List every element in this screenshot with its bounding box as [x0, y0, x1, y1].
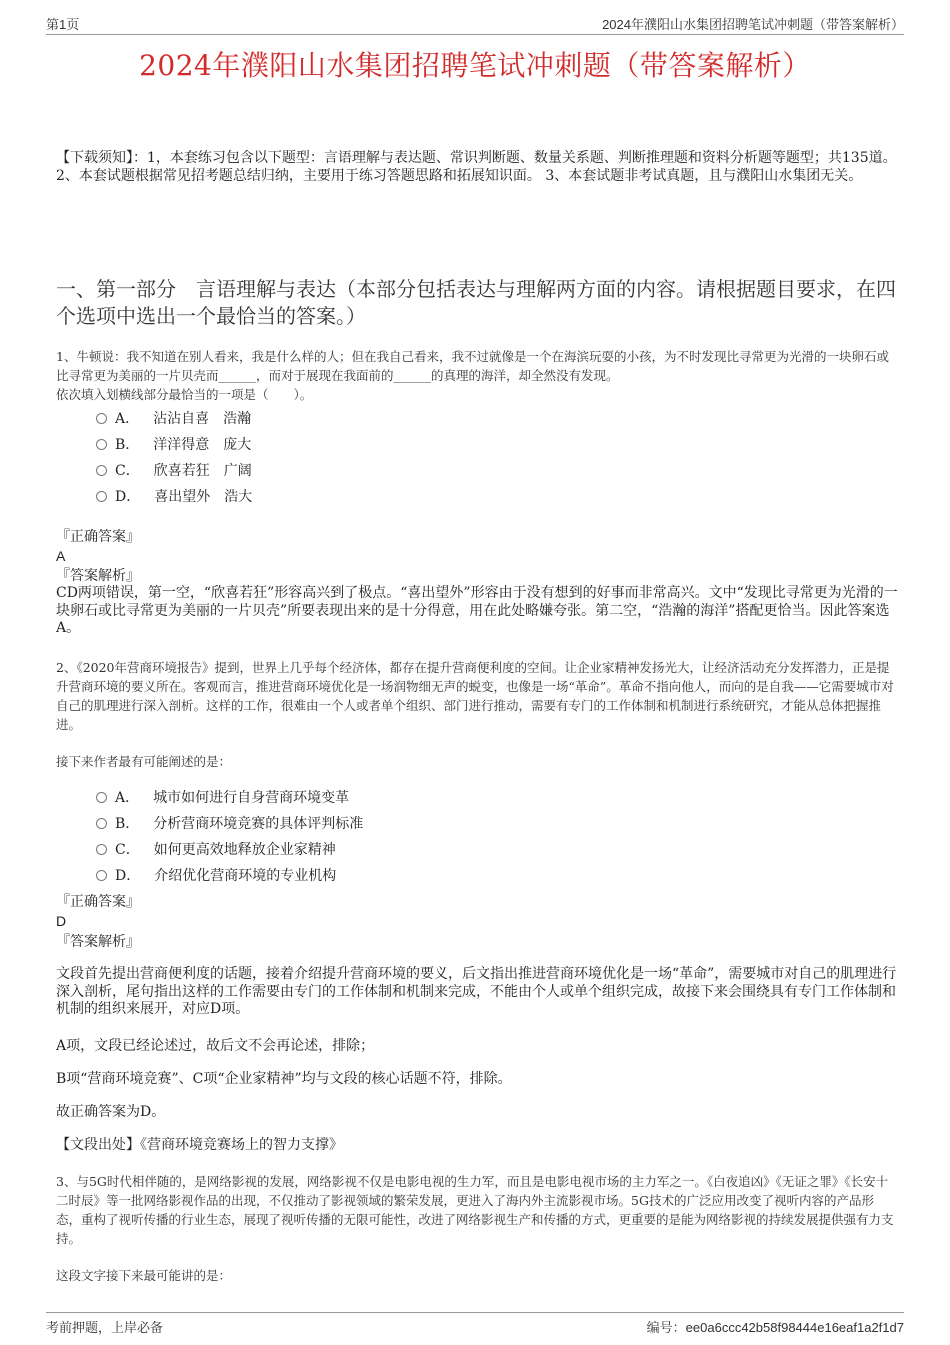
- code-value: ee0a6ccc42b58f98444e16eaf1a2f1d7: [685, 1320, 904, 1335]
- question-1-options: [96, 406, 252, 510]
- question-1: [56, 347, 898, 404]
- page-header: [46, 14, 904, 35]
- question-3-prompt: 这段文字接下来最可能讲的是：: [56, 1268, 232, 1283]
- radio-button-icon[interactable]: [96, 439, 107, 450]
- option-letter: A．: [115, 411, 140, 427]
- option-text: 如何更高效地释放企业家精神: [153, 842, 336, 858]
- option-letter: D．: [115, 489, 141, 505]
- page-footer: [46, 1312, 904, 1335]
- radio-button-icon[interactable]: [96, 818, 107, 829]
- footer-slogan: 考前押题，上岸必备: [46, 1321, 164, 1336]
- analysis-paragraph-2: A项，文段已经论述过，故后文不会再论述，排除；: [56, 1038, 375, 1054]
- analysis-label: 『答案解析』: [56, 568, 140, 584]
- radio-button-icon[interactable]: [96, 465, 107, 476]
- radio-button-icon[interactable]: [96, 870, 107, 881]
- analysis-label: 『答案解析』: [56, 934, 140, 950]
- question-3-text: 3、与5G时代相伴随的，是网络影视的发展，网络影视不仅是电影电视的生力军，而且是电影电视市场的主力军之一。《白夜追凶》《无证之罪》《长安十二时辰》等一批网络影视作品的出现，不仅推动了影视领域的繁荣发展，更进入了海内外主流影视市场。5G技术的广泛应用改变了视听内容的产品形态，重构了视听传播的行业生态，展现了视听传播的无限可能性，改进了网络影视生产和传播的方式，更重要的是能为网络影视的持续发展提供强有力支持。: [56, 1174, 894, 1246]
- option-letter: B．: [115, 816, 140, 832]
- radio-button-icon[interactable]: [96, 413, 107, 424]
- code-label: 编号：: [646, 1321, 686, 1336]
- option-a[interactable]: [96, 785, 363, 811]
- analysis-paragraph-1: 文段首先提出营商便利度的话题，接着介绍提升营商环境的要义，后文指出推进营商环境优化是一场“革命”，需要城市对自己的肌理进行深入剖析，尾句指出这样的工作需要由专门的工作体制和机制来完成，不能由个人或单个组织完成，故接下来会围绕具有专门工作体制和机制的组织来展开，对应D项。: [56, 966, 897, 1017]
- option-text: 喜出望外 浩大: [154, 489, 253, 505]
- answer-label: 『正确答案』: [56, 529, 140, 545]
- analysis-paragraph-4: 故正确答案为D。: [56, 1104, 166, 1120]
- option-text: 欣喜若狂 广阔: [153, 463, 252, 479]
- correct-answer: D: [56, 913, 67, 929]
- question-2-prompt: 接下来作者最有可能阐述的是：: [56, 754, 232, 769]
- page-title: 2024年濮阳山水集团招聘笔试冲刺题（带答案解析）: [139, 49, 811, 82]
- answer-analysis: CD两项错误，第一空，“欣喜若狂”形容高兴到了极点。“喜出望外”形容由于没有想到的好事而非常高兴。文中“发现比寻常更为光滑的一块卵石或比寻常更为美丽的一片贝壳”所要表现出来的是十分得意，用在此处略嫌夸张。第二空，“浩瀚的海洋”搭配更恰当。因此答案选A。: [56, 585, 898, 636]
- radio-button-icon[interactable]: [96, 792, 107, 803]
- page-number: 第1页: [46, 17, 80, 32]
- option-b[interactable]: [96, 811, 363, 837]
- option-c[interactable]: [96, 837, 363, 863]
- option-d[interactable]: [96, 863, 363, 889]
- section-title: 一、第一部分 言语理解与表达（本部分包括表达与理解两方面的内容。请根据题目要求，在四个选项中选出一个最恰当的答案。）: [56, 277, 896, 328]
- option-text: 洋洋得意 庞大: [153, 437, 252, 453]
- answer-label: 『正确答案』: [56, 894, 140, 910]
- question-1-prompt: 依次填入划横线部分最恰当的一项是（ ）。: [56, 387, 313, 402]
- option-letter: C．: [115, 463, 140, 479]
- correct-answer: A: [56, 548, 66, 564]
- document-code: [647, 1317, 904, 1336]
- download-notice: 【下载须知】：1，本套练习包含以下题型：言语理解与表达题、常识判断题、数量关系题、判断推理题和资料分析题等题型；共135道。 2、本套试题根据常见招考题总结归纳，主要用于练习答题思路和拓展知识面。 3、本套试题非考试真题，且与濮阳山水集团无关。: [56, 150, 897, 184]
- option-b[interactable]: [96, 432, 252, 458]
- option-text: 城市如何进行自身营商环境变革: [153, 790, 350, 806]
- radio-button-icon[interactable]: [96, 491, 107, 502]
- question-2-options: [96, 785, 363, 889]
- radio-button-icon[interactable]: [96, 844, 107, 855]
- option-letter: C．: [115, 842, 140, 858]
- option-letter: D．: [115, 868, 141, 884]
- option-letter: A．: [115, 790, 140, 806]
- option-c[interactable]: [96, 458, 252, 484]
- option-d[interactable]: [96, 484, 252, 510]
- question-1-text: 1、牛顿说：我不知道在别人看来，我是什么样的人；但在我自己看来，我不过就像是一个在海滨玩耍的小孩，为不时发现比寻常更为光滑的一块卵石或比寻常更为美丽的一片贝壳而______，而对于展现在我面前的______的真理的海洋，却全然没有发现。: [56, 349, 889, 383]
- source-citation: 【文段出处】《营商环境竞赛场上的智力支撑》: [56, 1137, 343, 1153]
- question-2-text: 2、《2020年营商环境报告》提到，世界上几乎每个经济体，都存在提升营商便利度的空间。让企业家精神发扬光大，让经济活动充分发挥潜力，正是提升营商环境的要义所在。客观而言，推进营商环境优化是一场润物细无声的蜕变，也像是一场“革命”。革命不指向他人，而向的是自我——它需要城市对自己的肌理进行深入剖析。这样的工作，很难由一个人或者单个组织、部门进行推动，需要有专门的工作体制和机制进行系统研究，才能从总体把握推进。: [56, 660, 894, 732]
- option-text: 分析营商环境竞赛的具体评判标准: [153, 816, 364, 832]
- option-a[interactable]: [96, 406, 252, 432]
- option-text: 沾沾自喜 浩瀚: [153, 411, 252, 427]
- option-text: 介绍优化营商环境的专业机构: [154, 868, 337, 884]
- option-letter: B．: [115, 437, 140, 453]
- analysis-paragraph-3: B项“营商环境竞赛”、C项“企业家精神”均与文段的核心话题不符，排除。: [56, 1071, 512, 1087]
- header-doc-title: 2024年濮阳山水集团招聘笔试冲刺题（带答案解析）: [602, 17, 904, 32]
